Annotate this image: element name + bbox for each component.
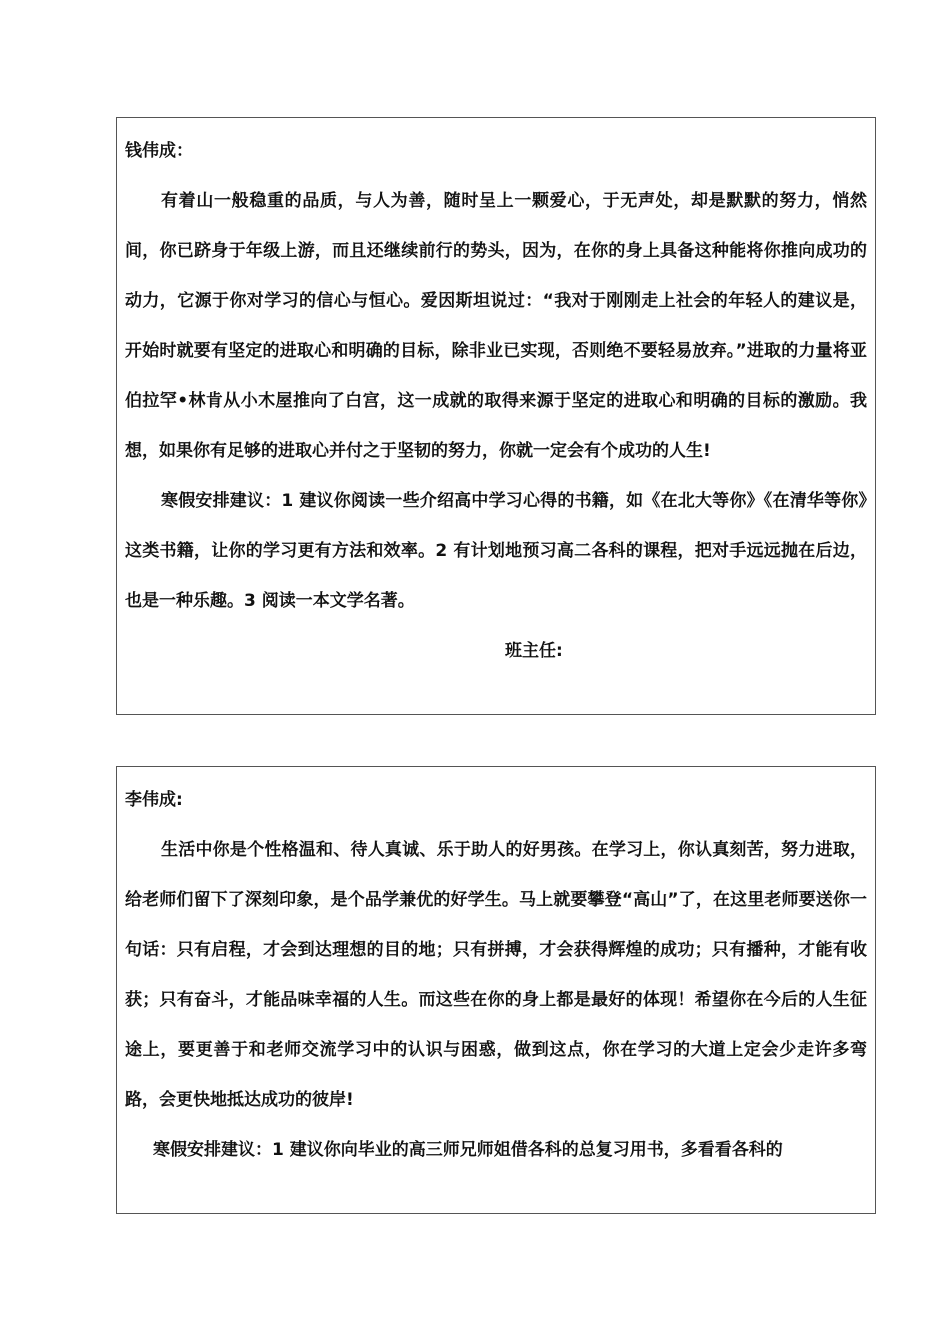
salutation: 李伟成:: [125, 790, 183, 810]
comment-box-2: [116, 766, 876, 1214]
signature: 班主任:: [505, 641, 563, 661]
holiday-suggestion: 寒假安排建议：1 建议你阅读一些介绍高中学习心得的书籍，如《在北大等你》《在清华等你》这类书籍，让你的学习更有方法和效率。2 有计划地预习高二各科的课程，把对手远远抛在后边，也是一种乐趣。3 阅读一本文学名著。: [125, 491, 867, 611]
holiday-suggestion: 寒假安排建议：1 建议你向毕业的高三师兄师姐借各科的总复习用书，多看看各科的: [153, 1140, 783, 1160]
comment-paragraph: 有着山一般稳重的品质，与人为善，随时呈上一颗爱心，于无声处，却是默默的努力，悄然间，你已跻身于年级上游，而且还继续前行的势头，因为，在你的身上具备这种能将你推向成功的动力，它源于你对学习的信心与恒心。爱因斯坦说过：“我对于刚刚走上社会的年轻人的建议是，开始时就要有坚定的进取心和明确的目标，除非业已实现，否则绝不要轻易放弃。”进取的力量将亚伯拉罕•林肯从小木屋推向了白宫，这一成就的取得来源于坚定的进取心和明确的目标的激励。我想，如果你有足够的进取心并付之于坚韧的努力，你就一定会有个成功的人生!: [125, 191, 867, 461]
comment-box-1: [116, 117, 876, 715]
salutation: 钱伟成：: [125, 141, 193, 161]
comment-paragraph: 生活中你是个性格温和、待人真诚、乐于助人的好男孩。在学习上，你认真刻苦，努力进取，给老师们留下了深刻印象，是个品学兼优的好学生。马上就要攀登“高山”了，在这里老师要送你一句话：只有启程，才会到达理想的目的地；只有拼搏，才会获得辉煌的成功；只有播种，才能有收获；只有奋斗，才能品味幸福的人生。而这些在你的身上都是最好的体现！希望你在今后的人生征途上，要更善于和老师交流学习中的认识与困惑，做到这点，你在学习的大道上定会少走许多弯路，会更快地抵达成功的彼岸!: [125, 840, 867, 1110]
